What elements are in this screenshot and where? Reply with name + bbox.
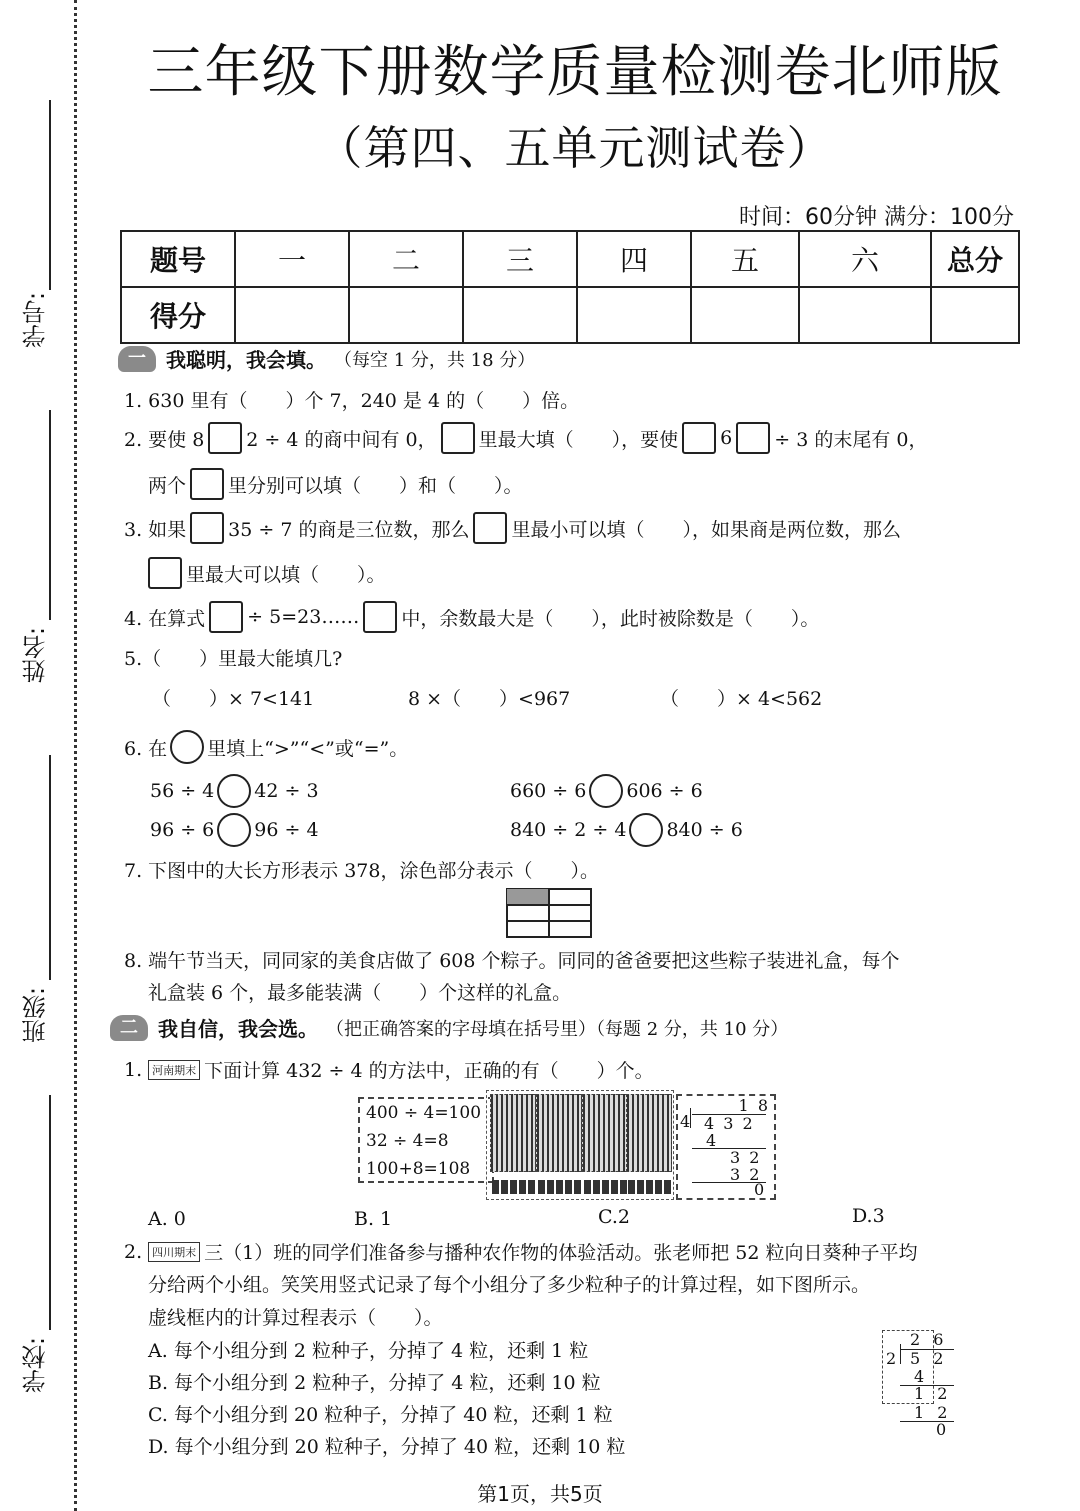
question-2-2-line-a xyxy=(124,1238,918,1265)
step: 1 2 xyxy=(914,1384,952,1403)
question-text: 6. 在 xyxy=(124,737,168,760)
question-text: 2 ÷ 4 的商中间有 0， xyxy=(246,428,437,451)
answer-box[interactable] xyxy=(473,512,507,544)
section-1-note: （每空 1 分，共 18 分） xyxy=(334,349,536,371)
question-text: ÷ 3 的末尾有 0， xyxy=(774,428,928,451)
table-cell: 题号 xyxy=(121,231,235,287)
question-text: 2. 要使 8 xyxy=(124,428,205,451)
question-text: 840 ÷ 6 xyxy=(666,819,743,841)
option-d: D.3 xyxy=(852,1205,885,1227)
answer-box[interactable] xyxy=(190,512,224,544)
division-bracket xyxy=(690,1108,691,1128)
dividend: 4 3 2 xyxy=(704,1114,755,1133)
question-1-2-line-a xyxy=(124,422,927,454)
score-table xyxy=(120,230,1020,344)
quotient: 2 6 xyxy=(910,1330,948,1349)
quotient: 1 8 xyxy=(738,1096,770,1115)
question-1-6-b xyxy=(510,774,703,808)
step: 4 xyxy=(914,1367,925,1386)
answer-box[interactable] xyxy=(190,468,224,500)
question-1-6 xyxy=(124,730,408,764)
calc-line: 100+8=108 xyxy=(366,1159,471,1179)
question-text: 里最大可以填（ ）。 xyxy=(186,563,386,586)
question-2-2-line-c: 虚线框内的计算过程表示（ ）。 xyxy=(148,1307,443,1329)
score-table-header-row xyxy=(121,231,1019,287)
question-text: 660 ÷ 6 xyxy=(510,780,587,802)
option-c: C. 每个小组分到 20 粒种子，分掉了 40 粒，还剩 1 粒 xyxy=(148,1404,613,1426)
option-a: A. 0 xyxy=(148,1208,186,1230)
rectangle-diagram xyxy=(506,888,592,938)
division-bracket xyxy=(900,1344,901,1364)
question-text: 里最大填（ ），要使 xyxy=(478,428,679,451)
answer-circle[interactable] xyxy=(589,774,623,808)
name-line xyxy=(49,410,51,620)
question-text: 606 ÷ 6 xyxy=(626,780,703,802)
answer-box[interactable] xyxy=(208,422,242,454)
divisor: 4 xyxy=(680,1112,691,1131)
question-text: 里填上“>”“<”或“=”。 xyxy=(207,737,409,760)
calc-line: 32 ÷ 4=8 xyxy=(366,1131,449,1151)
section-1-title: 我聪明，我会填。 xyxy=(166,348,326,372)
school-label: 学校: xyxy=(22,1336,50,1394)
binding-dotted-line xyxy=(74,0,77,1511)
question-text: 3. 如果 xyxy=(124,518,187,541)
section-1-number: 一 xyxy=(118,346,156,372)
step: 3 2 xyxy=(730,1148,762,1167)
answer-box[interactable] xyxy=(441,422,475,454)
table-cell: 四 xyxy=(577,231,691,287)
score-cell[interactable] xyxy=(577,287,691,343)
question-1-4 xyxy=(124,601,819,633)
calc-line: 400 ÷ 4=100 xyxy=(366,1103,482,1123)
score-cell[interactable] xyxy=(235,287,349,343)
answer-box[interactable] xyxy=(736,422,770,454)
question-1-7: 7. 下图中的大长方形表示 378，涂色部分表示（ ）。 xyxy=(124,860,599,882)
option-c: C.2 xyxy=(598,1206,630,1228)
answer-box[interactable] xyxy=(148,557,182,589)
question-text: 35 ÷ 7 的商是三位数，那么 xyxy=(228,518,470,541)
score-table-score-row xyxy=(121,287,1019,343)
score-cell[interactable] xyxy=(799,287,931,343)
blocks-frame xyxy=(486,1090,674,1200)
table-cell: 六 xyxy=(799,231,931,287)
score-cell[interactable] xyxy=(931,287,1019,343)
section-2-title: 我自信，我会选。 xyxy=(158,1017,318,1041)
section-2-note: （把正确答案的字母填在括号里）（每题 2 分，共 10 分） xyxy=(326,1018,789,1040)
answer-circle[interactable] xyxy=(170,730,204,764)
question-1-8-line-a: 8. 端午节当天，同同家的美食店做了 608 个粽子。同同的爸爸要把这些粽子装进礼盒，每个 xyxy=(124,950,900,972)
score-cell[interactable] xyxy=(463,287,577,343)
answer-box[interactable] xyxy=(363,601,397,633)
student-no-label: 学号: xyxy=(22,291,50,349)
section-2-header xyxy=(110,1013,788,1042)
section-1-header xyxy=(118,344,535,373)
question-number: 1. xyxy=(124,1058,143,1081)
score-cell[interactable] xyxy=(349,287,463,343)
dividend: 5 2 xyxy=(910,1349,948,1368)
answer-circle[interactable] xyxy=(629,813,663,847)
answer-circle[interactable] xyxy=(217,774,251,808)
question-text: 里最小可以填（ ），如果商是两位数，那么 xyxy=(511,518,901,541)
question-text: 42 ÷ 3 xyxy=(254,780,319,802)
shaded-part xyxy=(507,889,549,905)
question-2-2-line-b: 分给两个小组。笑笑用竖式记录了每个小组分了多少粒种子的计算过程，如下图所示。 xyxy=(148,1274,871,1296)
question-1-3-line-b xyxy=(144,557,386,589)
class-label: 班级: xyxy=(22,986,50,1044)
question-1-5-b: 8 ×（ ）<967 xyxy=(408,688,571,710)
table-cell: 二 xyxy=(349,231,463,287)
long-division-1 xyxy=(676,1094,776,1200)
question-text: 三（1）班的同学们准备参与播种农作物的体验活动。张老师把 52 粒向日葵种子平均 xyxy=(204,1242,918,1264)
question-1-5: 5.（ ）里最大能填几? xyxy=(124,648,343,670)
question-text: 两个 xyxy=(148,474,187,497)
question-1-1: 1. 630 里有（ ）个 7，240 是 4 的（ ）倍。 xyxy=(124,390,580,412)
table-cell: 一 xyxy=(235,231,349,287)
long-division-2 xyxy=(880,1330,960,1440)
table-cell: 总分 xyxy=(931,231,1019,287)
question-text: 6 xyxy=(720,427,733,449)
page-subtitle: （第四、五单元测试卷） xyxy=(316,121,834,175)
question-text: 96 ÷ 6 xyxy=(150,819,215,841)
divisor: 2 xyxy=(886,1349,897,1368)
source-tag: 河南期末 xyxy=(148,1060,200,1080)
option-d: D. 每个小组分到 20 粒种子，分掉了 40 粒，还剩 10 粒 xyxy=(148,1436,626,1458)
option-b: B. 每个小组分到 2 粒种子，分掉了 4 粒，还剩 10 粒 xyxy=(148,1372,601,1394)
step: 4 xyxy=(706,1131,717,1150)
source-tag: 四川期末 xyxy=(148,1242,200,1262)
student-no-line xyxy=(49,100,51,290)
page-footer: 第1页，共5页 xyxy=(477,1482,603,1506)
remainder: 0 xyxy=(936,1420,947,1439)
table-cell: 得分 xyxy=(121,287,235,343)
question-1-6-d xyxy=(510,813,743,847)
question-text: 里分别可以填（ ）和（ ）。 xyxy=(228,474,523,497)
question-1-5-a: （ ）× 7<141 xyxy=(152,688,315,710)
question-number: 2. xyxy=(124,1240,143,1263)
answer-box[interactable] xyxy=(682,422,716,454)
table-cell: 五 xyxy=(691,231,799,287)
question-1-2-line-b xyxy=(148,468,523,500)
name-label: 姓名: xyxy=(22,626,50,684)
calc-method-box xyxy=(358,1097,494,1183)
school-line xyxy=(49,1095,51,1330)
question-1-6-c xyxy=(150,813,319,847)
option-b: B. 1 xyxy=(354,1208,393,1230)
question-text: 4. 在算式 xyxy=(124,607,206,630)
question-1-6-a xyxy=(150,774,319,808)
time-info: 时间：60分钟 满分：100分 xyxy=(739,205,1014,230)
answer-box[interactable] xyxy=(209,601,243,633)
question-2-1 xyxy=(124,1056,654,1083)
class-line xyxy=(49,755,51,980)
remainder: 0 xyxy=(754,1180,765,1199)
section-2-number: 二 xyxy=(110,1015,148,1041)
table-cell: 三 xyxy=(463,231,577,287)
question-1-3-line-a xyxy=(124,512,901,544)
option-a: A. 每个小组分到 2 粒种子，分掉了 4 粒，还剩 1 粒 xyxy=(148,1340,589,1362)
question-text: ÷ 5=23…… xyxy=(247,606,360,628)
question-text: 56 ÷ 4 xyxy=(150,780,215,802)
question-1-8-line-b: 礼盒装 6 个，最多能装满（ ）个这样的礼盒。 xyxy=(148,982,572,1004)
question-text: 下面计算 432 ÷ 4 的方法中，正确的有（ ）个。 xyxy=(204,1060,654,1082)
answer-circle[interactable] xyxy=(217,813,251,847)
score-cell[interactable] xyxy=(691,287,799,343)
page-title: 三年级下册数学质量检测卷北师版 xyxy=(147,40,1003,105)
question-1-5-c: （ ）× 4<562 xyxy=(660,688,823,710)
question-text: 96 ÷ 4 xyxy=(254,819,319,841)
question-text: 840 ÷ 2 ÷ 4 xyxy=(510,819,627,841)
question-text: 中，余数最大是（ ），此时被除数是（ ）。 xyxy=(401,607,820,630)
step: 1 2 xyxy=(914,1403,952,1422)
step: 3 2 xyxy=(730,1165,762,1184)
